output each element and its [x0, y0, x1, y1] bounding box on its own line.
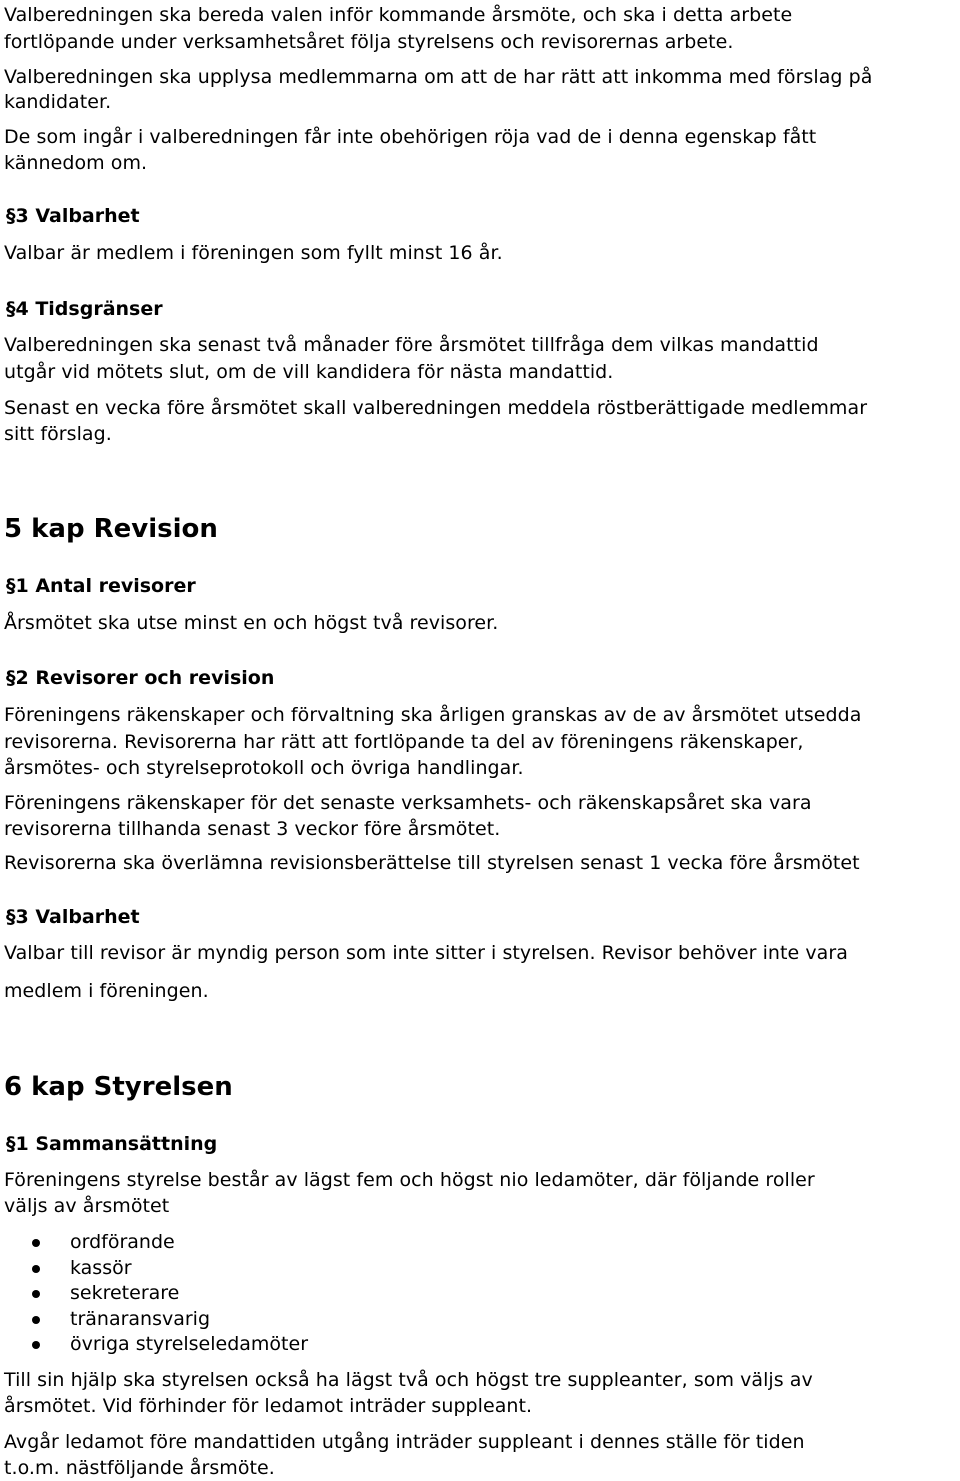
role-label: sekreterare: [70, 1282, 180, 1304]
intro-paragraph-3-line-2: kännedom om.: [4, 152, 148, 174]
role-label: ordförande: [70, 1231, 175, 1253]
role-label: kassör: [70, 1256, 132, 1279]
list-item: [0, 1256, 308, 1282]
intro-paragraph-2-line-1: Valberedningen ska upplysa medlemmarna om att de har rätt att inkomma med förslag på: [4, 66, 873, 88]
avgar-ledamot-line-1: Avgår ledamot före mandattiden utgång inträder suppleant i dennes ställe för tiden: [4, 1431, 805, 1453]
revisor-valbarhet-line-1: Valbar till revisor är myndig person som inte sitter i styrelsen. Revisor behöver inte vara: [4, 942, 848, 964]
section-heading-revisor-valbarhet: §3 Valbarhet: [6, 906, 140, 928]
role-label: tränaransvarig: [70, 1307, 211, 1330]
section-heading-valbarhet: §3 Valbarhet: [6, 205, 140, 227]
section-heading-antal-revisorer: §1 Antal revisorer: [6, 575, 196, 597]
tidsgranser-paragraph-1-line-2: utgår vid mötets slut, om de vill kandidera för nästa mandattid.: [4, 361, 614, 383]
revision-paragraph-2-line-2: revisorerna tillhanda senast 3 veckor före årsmötet.: [4, 818, 501, 840]
intro-paragraph-3-line-1: De som ingår i valberedningen får inte obehörigen röja vad de i denna egenskap fått: [4, 126, 817, 148]
list-item: [0, 1307, 308, 1333]
section-heading-tidsgranser: §4 Tidsgränser: [6, 298, 163, 320]
sammansattning-intro-line-2: väljs av årsmötet: [4, 1195, 170, 1217]
intro-paragraph-1-line-2: fortlöpande under verksamhetsåret följa styrelsens och revisorernas arbete.: [4, 31, 734, 53]
bullet-icon: [32, 1265, 40, 1273]
revision-paragraph-1-line-3: årsmötes- och styrelseprotokoll och övriga handlingar.: [4, 757, 524, 779]
list-item: [0, 1332, 308, 1358]
list-item: [0, 1230, 308, 1256]
bullet-icon: [32, 1239, 40, 1247]
valbarhet-text: Valbar är medlem i föreningen som fyllt minst 16 år.: [4, 242, 503, 264]
tidsgranser-paragraph-2-line-2: sitt förslag.: [4, 423, 112, 445]
revisor-valbarhet-line-2: medlem i föreningen.: [4, 980, 209, 1002]
board-roles-list: [0, 1230, 308, 1358]
revision-paragraph-2-line-1: Föreningens räkenskaper för det senaste verksamhets- och räkenskapsåret ska vara: [4, 792, 812, 814]
tidsgranser-paragraph-2-line-1: Senast en vecka före årsmötet skall valberedningen meddela röstberättigade medlemmar: [4, 397, 868, 419]
bullet-icon: [32, 1316, 40, 1324]
section-heading-sammansattning: §1 Sammansättning: [6, 1133, 218, 1155]
bullet-icon: [32, 1290, 40, 1298]
section-heading-revisorer-och-revision: §2 Revisorer och revision: [6, 667, 275, 689]
revision-paragraph-1-line-2: revisorerna. Revisorerna har rätt att fortlöpande ta del av föreningens räkenskaper,: [4, 731, 804, 753]
sammansattning-intro-line-1: Föreningens styrelse består av lägst fem och högst nio ledamöter, där följande roller: [4, 1169, 815, 1191]
list-item: [0, 1281, 308, 1307]
intro-paragraph-2-line-2: kandidater.: [4, 91, 112, 113]
bullet-icon: [32, 1341, 40, 1349]
suppleanter-line-1: Till sin hjälp ska styrelsen också ha lägst två och högst tre suppleanter, som väljs av: [4, 1369, 813, 1391]
revision-paragraph-3: Revisorerna ska överlämna revisionsberättelse till styrelsen senast 1 vecka före årsmötet: [4, 852, 860, 874]
intro-paragraph-1-line-1: Valberedningen ska bereda valen inför kommande årsmöte, och ska i detta arbete: [4, 4, 793, 26]
tidsgranser-paragraph-1-line-1: Valberedningen ska senast två månader före årsmötet tillfråga dem vilkas mandattid: [4, 334, 819, 356]
revision-paragraph-1-line-1: Föreningens räkenskaper och förvaltning ska årligen granskas av de av årsmötet utsedda: [4, 704, 862, 726]
chapter-title-revision: 5 kap Revision: [4, 514, 218, 544]
suppleanter-line-2: årsmötet. Vid förhinder för ledamot inträder suppleant.: [4, 1395, 533, 1417]
avgar-ledamot-line-2: t.o.m. nästföljande årsmöte.: [4, 1457, 275, 1479]
role-label: övriga styrelseledamöter: [70, 1333, 309, 1355]
antal-revisorer-text: Årsmötet ska utse minst en och högst två revisorer.: [4, 612, 499, 634]
chapter-title-styrelsen: 6 kap Styrelsen: [4, 1072, 233, 1102]
